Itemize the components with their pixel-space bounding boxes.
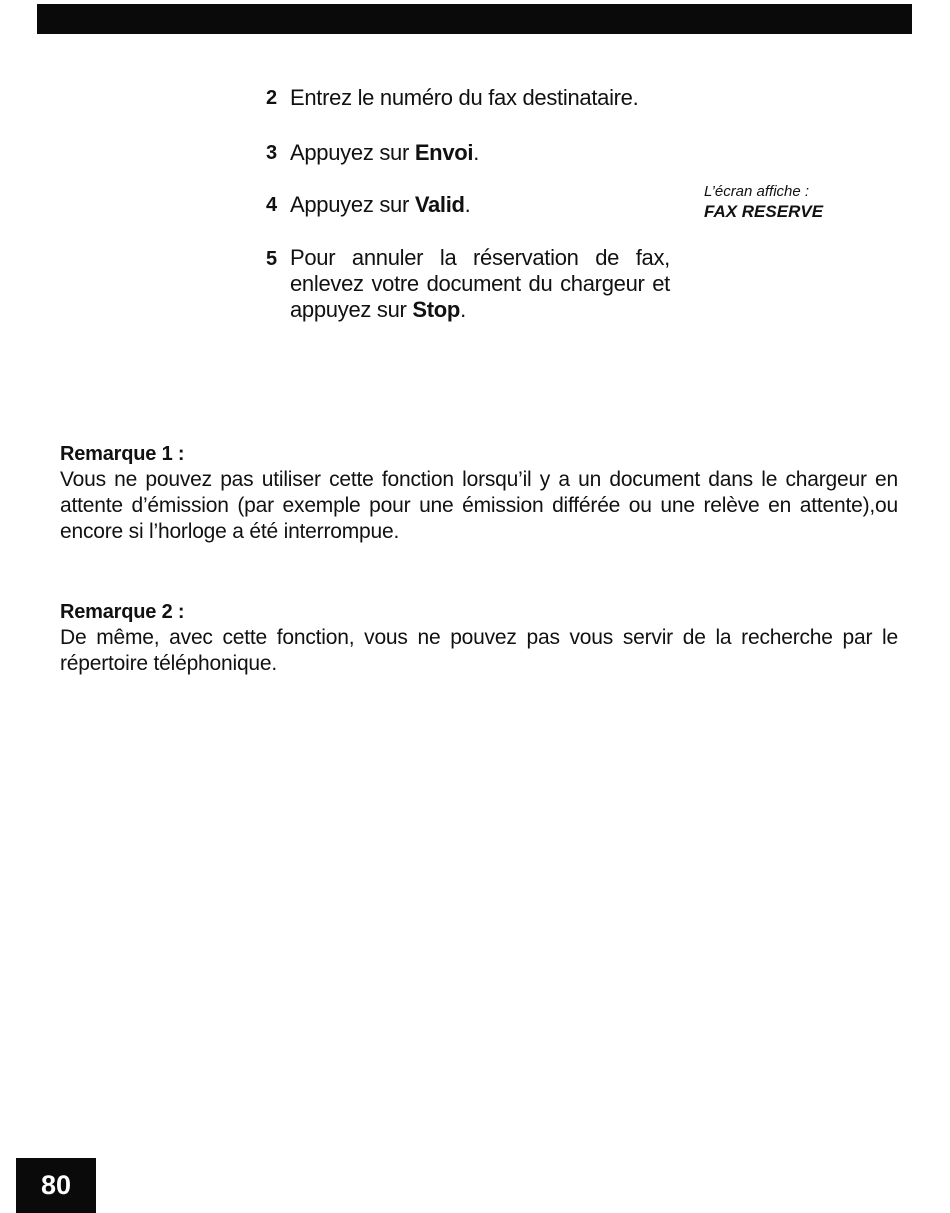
key-name-stop: Stop bbox=[412, 297, 461, 322]
display-note bbox=[704, 182, 823, 222]
step-suffix: . bbox=[464, 192, 471, 217]
step-text bbox=[290, 245, 670, 323]
step-text bbox=[290, 191, 470, 218]
step-text bbox=[290, 139, 479, 166]
key-name-envoi: Envoi bbox=[414, 140, 474, 165]
remark-title: Remarque 1 : bbox=[60, 443, 185, 465]
display-note-value: FAX RESERVE bbox=[704, 202, 824, 221]
display-note-caption: L’écran affiche : bbox=[704, 183, 810, 200]
step-suffix: . bbox=[460, 297, 466, 322]
key-name-valid: Valid bbox=[414, 192, 465, 217]
step-prefix: Appuyez sur bbox=[290, 140, 415, 165]
step-prefix: Pour annuler la réservation de fax, enlevez votre document du chargeur et appuyez sur bbox=[290, 245, 670, 322]
step-suffix: . bbox=[473, 140, 480, 165]
step-prefix: Appuyez sur bbox=[290, 192, 415, 217]
step-number: 4 bbox=[266, 194, 277, 216]
step-number: 5 bbox=[266, 248, 277, 270]
remark-text: Vous ne pouvez pas utiliser cette fonction lorsqu’il y a un document dans le chargeur en attente d’émission (par exemple pour une émission différée ou une relève en attente),ou encore si l’horloge a été interrompue. bbox=[60, 468, 898, 543]
page-number: 80 bbox=[16, 1158, 96, 1213]
step-number: 3 bbox=[266, 142, 277, 164]
step-text: Entrez le numéro du fax destinataire. bbox=[290, 85, 639, 110]
remark-title: Remarque 2 : bbox=[60, 601, 185, 623]
remark-text: De même, avec cette fonction, vous ne pouvez pas vous servir de la recherche par le répertoire téléphonique. bbox=[60, 626, 898, 675]
remark-2 bbox=[60, 599, 898, 677]
header-bar bbox=[37, 4, 912, 34]
step-number: 2 bbox=[266, 87, 277, 109]
remark-1 bbox=[60, 441, 898, 545]
